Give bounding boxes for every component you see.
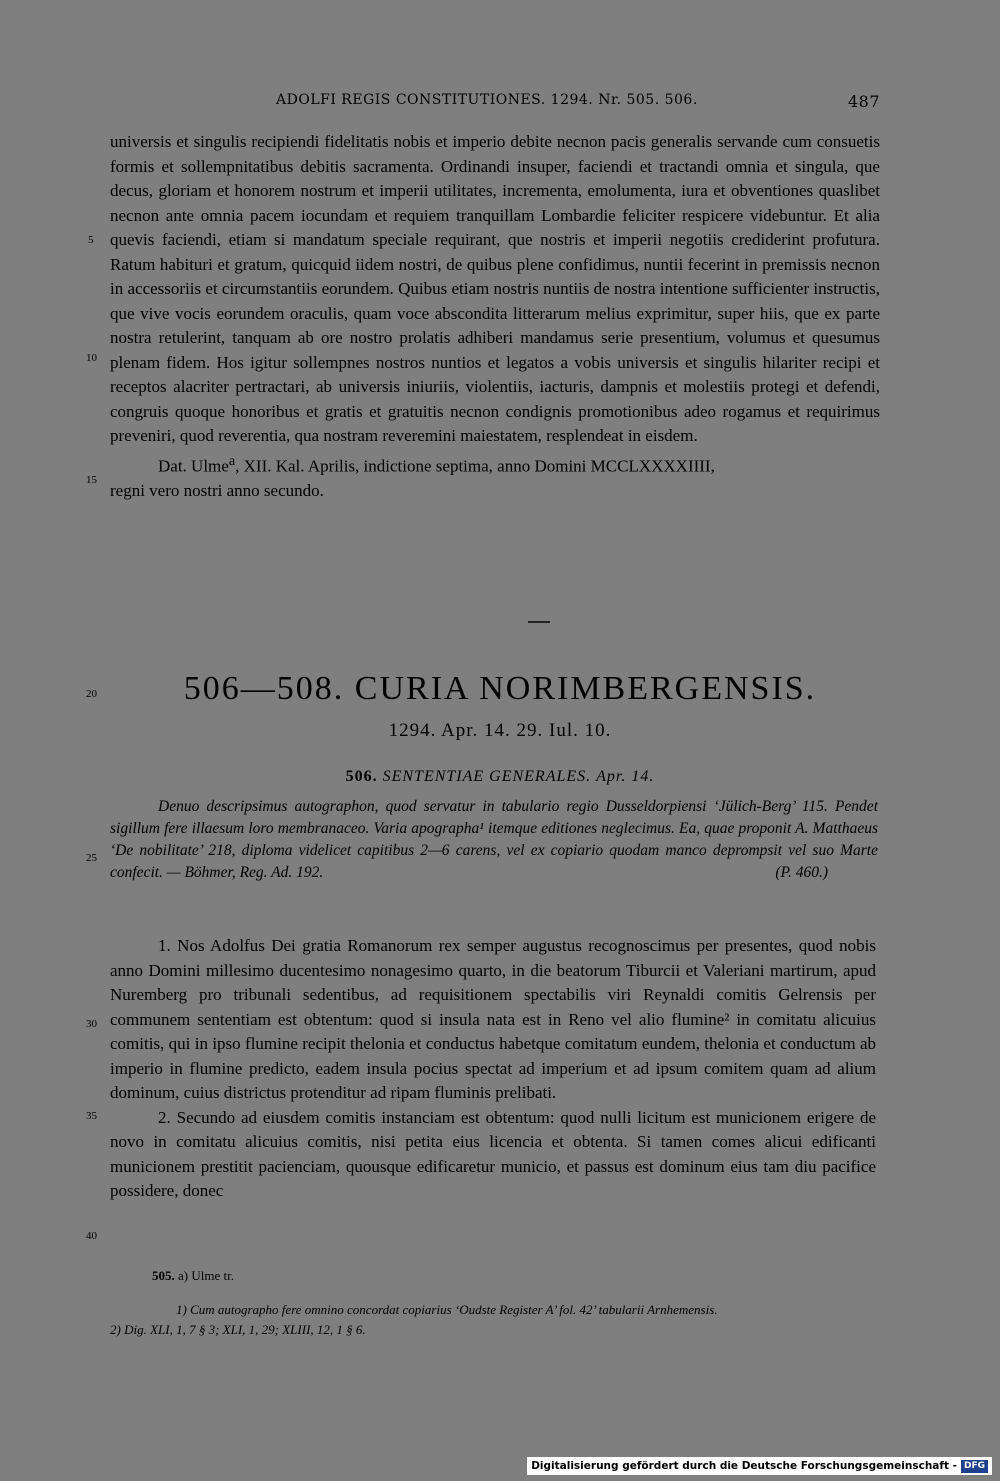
text-line: faciendi et tractandi omnia et singula, que decus, gloriam et honorem nostrum et imperii: [110, 156, 880, 200]
footnote-2: 2) Dig. XLI, 1, 7 § 3; XLI, 1, 29; XLIII, 12, 1 § 6.: [110, 1322, 366, 1337]
running-title: ADOLFI REGIS CONSTITUTIONES. 1294. Nr. 505. 506.: [276, 92, 698, 108]
running-header: [0, 92, 1000, 112]
text-line: quoque honoribus et gratis et gratuitis necnon condignis promotionibus adeo rogamus: [175, 401, 788, 421]
text-block-506: [110, 934, 876, 1204]
line-number: 35: [86, 1110, 97, 1122]
line-number: 30: [86, 1018, 97, 1030]
line-number: 15: [86, 474, 97, 486]
line-number: 25: [86, 852, 97, 864]
dating-regnal: regni vero nostri anno secundo.: [110, 480, 324, 500]
document-date: Apr. 14.: [596, 768, 655, 785]
text-line: eorundem oraculis, quam voce abscondita litterarum melius exprimitur, super hiis, que: [216, 303, 825, 323]
text-line: alia quevis faciendi, etiam si mandatum speciale requirant, que nostris et imperii negotiis: [110, 205, 880, 249]
line-number: 10: [86, 352, 97, 364]
text-line: et requirimus preveniri, quod reverentia, qua nostram reveremini maiestatem, resplendeat: [110, 401, 880, 445]
footnote-text: a) Ulme tr.: [178, 1268, 234, 1283]
paragraph-1: 1. Nos Adolfus Dei gratia Romanorum rex semper augustus recognoscimus per presentes, quod nobis anno Domini millesimo ducentesimo nonagesimo quarto, in die beatorum Tiburcii et Valeriani martirum, apud Nuremberg pro tribunali sedentibus, ad requisitionem spectabilis viri Reynaldi comitis Gelrensis per communem sententiam est obtentum: quod si insula nata est in Reno vel alio flumine² in comitatu alicuius comitis, qui in ipso flumine recipit thelonia et conductus habetque comitatum eundem, thelonia et conductum ab imperio in flumine predicto, eadem insula pocius spectat ad imperium et ad ipsum comitem quam ad alium dominum, cuius districtus protenditur ad ripam fluminis prelibati.: [110, 936, 876, 1102]
footnote-1: 1) Cum autographo fere omnino concordat copiarius ‘Oudste Register A’ fol. 42’ tabularii Arnhemensis.: [176, 1302, 718, 1317]
section1-paragraph: [110, 130, 880, 449]
paragraph-2: 2. Secundo ad eiusdem comitis instanciam est obtentum: quod nulli licitum est municionem erigere de novo in comitatu alicuius comitis, nisi petita eius licencia et obtenta. Si tamen comes alicui edificanti municionem prestitit pacienciam, quousque edificaretur municio, et passus est dominum eius tam diu pacifice possidere, donec: [110, 1107, 876, 1200]
text-line: ex parte nostra retulerint, tanquam ab ore nostro prolatis adhiberi mandamus serie: [110, 303, 880, 347]
text-line: universis et singulis recipiendi fidelitatis nobis et imperio debite necnon pacis generalis: [110, 132, 718, 151]
text-line: utilitates, incrementa, emolumenta, iura et obventiones quaslibet necnon ante omnia: [110, 181, 880, 225]
text-line: Quibus etiam nostris nuntiis de nostra intentione sufficienter instructis, que vive vocis: [110, 279, 880, 323]
text-line: presentium, volumus et quesumus plenam fidem. Hos igitur sollempnes nostros nuntios: [110, 328, 880, 372]
text-line: confidimus, nuntii fecerint in premissis necnon in accessoriis et circumstantiis eorundem.: [110, 254, 880, 298]
dating-clause: [110, 449, 880, 479]
intro-citation: (P. 460.): [775, 864, 828, 881]
footnote-marker: a: [228, 452, 236, 469]
text-line: in eisdem.: [627, 426, 698, 445]
page-number: 487: [848, 92, 881, 111]
section-dates: 1294. Apr. 14. 29. Iul. 10.: [388, 720, 612, 741]
footnote-number: 505.: [152, 1268, 175, 1283]
line-number: 5: [88, 234, 94, 246]
line-number: 40: [86, 1230, 97, 1242]
funding-credit: [527, 1457, 992, 1475]
section-divider: [528, 621, 550, 623]
dfg-logo: DFG: [961, 1460, 988, 1473]
text-line: pacem iocundam et requiem tranquillam Lombardie feliciter respicere videbuntur. Et: [249, 205, 856, 225]
footnotes: [110, 1300, 880, 1340]
credit-text: Digitalisierung gefördert durch die Deutsche Forschungsgemeinschaft -: [531, 1460, 957, 1472]
dating-place: Dat. Ulme: [158, 456, 229, 476]
footnote-505: [152, 1268, 234, 1284]
editorial-introduction: [110, 796, 878, 884]
document-number: 506.: [345, 768, 378, 785]
document-title: SENTENTIAE GENERALES.: [382, 768, 592, 785]
intro-text: Denuo descripsimus autographon, quod servatur in tabulario regio Dusseldorpiensi ‘Jülich-Berg’ 115. Pendet sigillum fere illaesum loro membranaceo. Varia apographa¹ itemque editiones neglecimus. Ea, quae proponit A. Matthaeus ‘De nobilitate’ 218, diploma videlicet capitibus 2—6 carens, vel ex copiario quodam manco deprompsit vel suo Marte confecit. — Böhmer, Reg. Ad. 192.: [110, 798, 878, 881]
text-line: crediderint profutura. Ratum habituri et gratum, quicquid iidem nostri, de quibus plene: [110, 230, 880, 274]
line-number: 20: [86, 688, 97, 700]
text-line: servande cum consuetis formis et sollempnitatibus debitis sacramenta. Ordinandi insuper,: [110, 132, 880, 176]
text-block-505: [110, 130, 880, 503]
document-heading: [0, 768, 1000, 786]
dating-date: , XII. Kal. Aprilis, indictione septima, anno Domini MCCLXXXXIIII,: [235, 456, 715, 476]
text-line: ab universis iniuriis, violentiis, iacturis, dampnis et molestiis protegi et defendi, congruis: [110, 377, 880, 421]
section-title: 506—508. CURIA NORIMBERGENSIS.: [183, 670, 817, 707]
text-line: et legatos a vobis universis et singulis hilariter recipi et receptos alacriter pertractari,: [110, 352, 880, 396]
